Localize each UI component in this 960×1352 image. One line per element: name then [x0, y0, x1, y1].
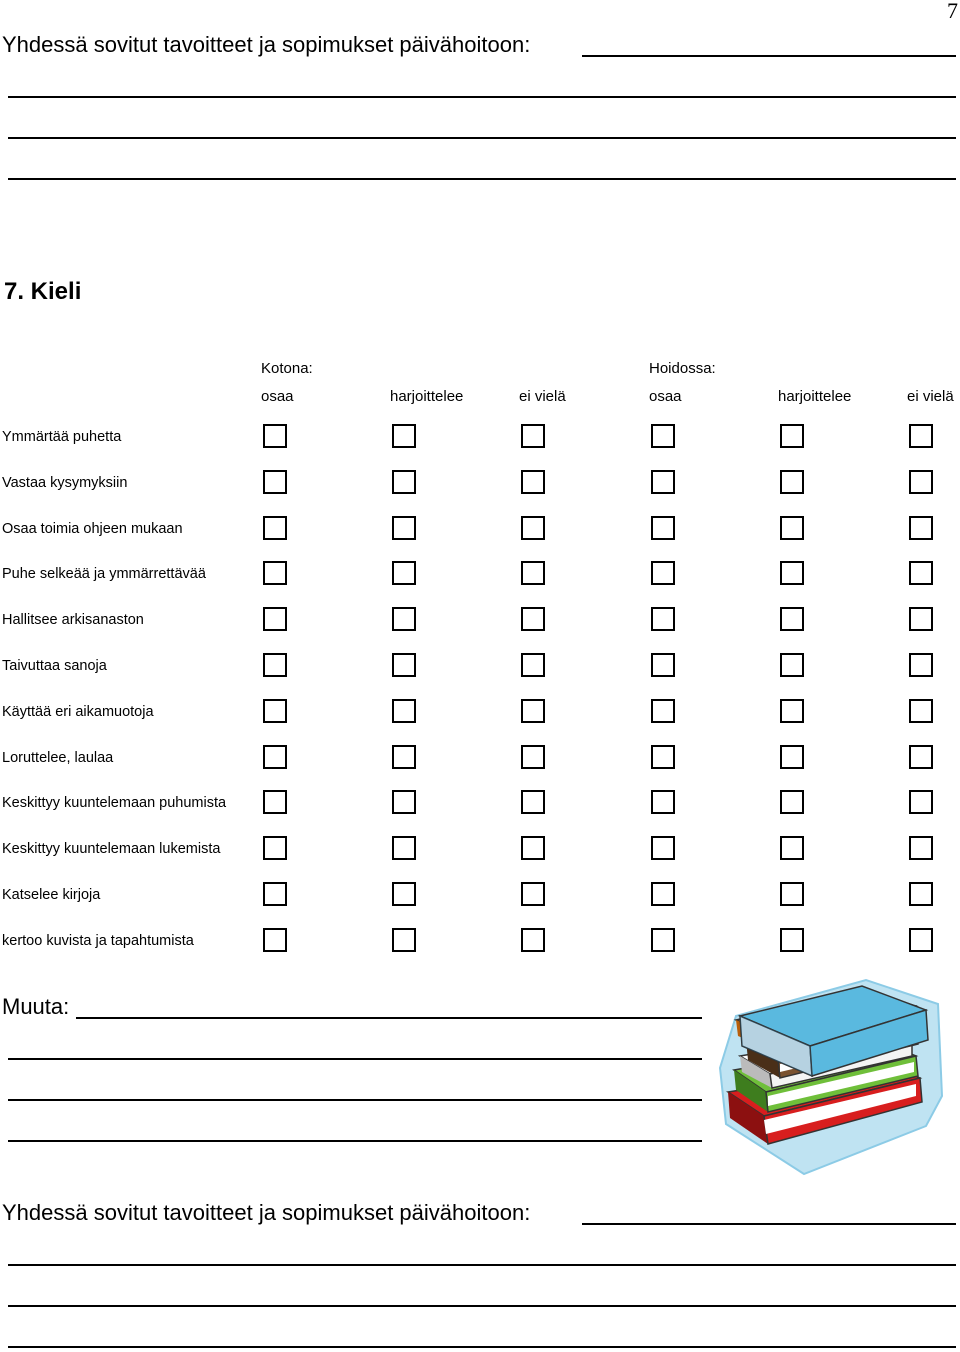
checkbox-home-osaa[interactable] — [263, 790, 287, 814]
row-label: Vastaa kysymyksiin — [2, 475, 128, 491]
checkbox-home-harjoittelee[interactable] — [392, 882, 416, 906]
checkbox-daycare-harjoittelee[interactable] — [780, 561, 804, 585]
checkbox-daycare-harjoittelee[interactable] — [780, 699, 804, 723]
checkbox-daycare-ei-viela[interactable] — [909, 836, 933, 860]
agreement-line[interactable] — [8, 137, 956, 139]
agreement-line[interactable] — [582, 55, 956, 57]
checkbox-daycare-harjoittelee[interactable] — [780, 790, 804, 814]
checkbox-home-ei-viela[interactable] — [521, 424, 545, 448]
row-label: kertoo kuvista ja tapahtumista — [2, 933, 194, 949]
checkbox-daycare-osaa[interactable] — [651, 745, 675, 769]
checkbox-daycare-ei-viela[interactable] — [909, 607, 933, 631]
checkbox-home-osaa[interactable] — [263, 470, 287, 494]
checkbox-home-ei-viela[interactable] — [521, 561, 545, 585]
checkbox-home-harjoittelee[interactable] — [392, 424, 416, 448]
checkbox-daycare-ei-viela[interactable] — [909, 790, 933, 814]
checkbox-daycare-osaa[interactable] — [651, 470, 675, 494]
checkbox-daycare-osaa[interactable] — [651, 653, 675, 677]
checkbox-daycare-ei-viela[interactable] — [909, 424, 933, 448]
checkbox-home-ei-viela[interactable] — [521, 882, 545, 906]
checkbox-daycare-harjoittelee[interactable] — [780, 882, 804, 906]
checkbox-home-ei-viela[interactable] — [521, 836, 545, 860]
checkbox-home-ei-viela[interactable] — [521, 516, 545, 540]
column-header: ei vielä — [907, 388, 954, 405]
checkbox-home-ei-viela[interactable] — [521, 790, 545, 814]
checkbox-daycare-osaa[interactable] — [651, 790, 675, 814]
checkbox-home-osaa[interactable] — [263, 424, 287, 448]
column-header: harjoittelee — [778, 388, 852, 405]
row-label: Loruttelee, laulaa — [2, 750, 114, 766]
checkbox-daycare-harjoittelee[interactable] — [780, 745, 804, 769]
checkbox-home-harjoittelee[interactable] — [392, 836, 416, 860]
checkbox-daycare-ei-viela[interactable] — [909, 516, 933, 540]
checkbox-daycare-osaa[interactable] — [651, 424, 675, 448]
checkbox-home-osaa[interactable] — [263, 882, 287, 906]
column-header: harjoittelee — [390, 388, 464, 405]
agreement-line[interactable] — [8, 1264, 956, 1266]
checkbox-daycare-ei-viela[interactable] — [909, 561, 933, 585]
column-header: osaa — [649, 388, 682, 405]
checkbox-daycare-ei-viela[interactable] — [909, 928, 933, 952]
checkbox-daycare-ei-viela[interactable] — [909, 653, 933, 677]
checkbox-home-osaa[interactable] — [263, 928, 287, 952]
notes-line[interactable] — [8, 1099, 702, 1101]
checkbox-daycare-osaa[interactable] — [651, 836, 675, 860]
checkbox-daycare-ei-viela[interactable] — [909, 882, 933, 906]
checkbox-home-harjoittelee[interactable] — [392, 516, 416, 540]
row-label: Hallitsee arkisanaston — [2, 612, 144, 628]
section-title: 7. Kieli — [4, 278, 82, 305]
checkbox-home-harjoittelee[interactable] — [392, 607, 416, 631]
notes-line[interactable] — [76, 1017, 702, 1019]
row-label: Taivuttaa sanoja — [2, 658, 107, 674]
agreement-line[interactable] — [8, 96, 956, 98]
column-header: osaa — [261, 388, 294, 405]
agreement-line[interactable] — [8, 178, 956, 180]
checkbox-daycare-ei-viela[interactable] — [909, 699, 933, 723]
checkbox-home-osaa[interactable] — [263, 516, 287, 540]
notes-label: Muuta: — [2, 994, 70, 1019]
checkbox-home-harjoittelee[interactable] — [392, 561, 416, 585]
agreement-title-top: Yhdessä sovitut tavoitteet ja sopimukset päivähoitoon: — [2, 32, 531, 57]
checkbox-home-ei-viela[interactable] — [521, 928, 545, 952]
checkbox-daycare-harjoittelee[interactable] — [780, 516, 804, 540]
checkbox-daycare-osaa[interactable] — [651, 516, 675, 540]
checkbox-home-ei-viela[interactable] — [521, 607, 545, 631]
checkbox-home-osaa[interactable] — [263, 745, 287, 769]
group-header-daycare: Hoidossa: — [649, 360, 716, 377]
checkbox-daycare-harjoittelee[interactable] — [780, 653, 804, 677]
row-label: Ymmärtää puhetta — [2, 429, 122, 445]
group-header-home: Kotona: — [261, 360, 313, 377]
row-label: Osaa toimia ohjeen mukaan — [2, 521, 183, 537]
checkbox-daycare-ei-viela[interactable] — [909, 470, 933, 494]
checkbox-home-osaa[interactable] — [263, 607, 287, 631]
checkbox-home-osaa[interactable] — [263, 653, 287, 677]
checkbox-daycare-ei-viela[interactable] — [909, 745, 933, 769]
checkbox-home-harjoittelee[interactable] — [392, 790, 416, 814]
agreement-title-bottom: Yhdessä sovitut tavoitteet ja sopimukset päivähoitoon: — [2, 1200, 531, 1225]
checkbox-home-osaa[interactable] — [263, 836, 287, 860]
row-label: Katselee kirjoja — [2, 887, 101, 903]
notes-line[interactable] — [8, 1058, 702, 1060]
checkbox-home-ei-viela[interactable] — [521, 699, 545, 723]
checkbox-daycare-osaa[interactable] — [651, 561, 675, 585]
checkbox-daycare-osaa[interactable] — [651, 928, 675, 952]
row-label: Puhe selkeää ja ymmärrettävää — [2, 566, 206, 582]
checkbox-home-harjoittelee[interactable] — [392, 745, 416, 769]
page-number: 7 — [947, 0, 958, 23]
checkbox-home-harjoittelee[interactable] — [392, 470, 416, 494]
checkbox-daycare-harjoittelee[interactable] — [780, 836, 804, 860]
checkbox-daycare-harjoittelee[interactable] — [780, 928, 804, 952]
checkbox-home-harjoittelee[interactable] — [392, 699, 416, 723]
agreement-line[interactable] — [8, 1346, 956, 1348]
checkbox-home-osaa[interactable] — [263, 699, 287, 723]
column-header: ei vielä — [519, 388, 566, 405]
row-label: Keskittyy kuuntelemaan lukemista — [2, 841, 221, 857]
checkbox-home-ei-viela[interactable] — [521, 653, 545, 677]
checkbox-daycare-harjoittelee[interactable] — [780, 470, 804, 494]
checkbox-daycare-osaa[interactable] — [651, 882, 675, 906]
checkbox-home-ei-viela[interactable] — [521, 745, 545, 769]
checkbox-daycare-osaa[interactable] — [651, 607, 675, 631]
row-label: Keskittyy kuuntelemaan puhumista — [2, 795, 227, 811]
checkbox-home-harjoittelee[interactable] — [392, 928, 416, 952]
notes-line[interactable] — [8, 1140, 702, 1142]
checkbox-daycare-harjoittelee[interactable] — [780, 607, 804, 631]
checkbox-home-harjoittelee[interactable] — [392, 653, 416, 677]
checkbox-home-ei-viela[interactable] — [521, 470, 545, 494]
agreement-line[interactable] — [8, 1305, 956, 1307]
agreement-line[interactable] — [582, 1223, 956, 1225]
row-label: Käyttää eri aikamuotoja — [2, 704, 154, 720]
checkbox-daycare-osaa[interactable] — [651, 699, 675, 723]
checkbox-home-osaa[interactable] — [263, 561, 287, 585]
checkbox-daycare-harjoittelee[interactable] — [780, 424, 804, 448]
books-stack-illustration — [716, 976, 944, 1180]
